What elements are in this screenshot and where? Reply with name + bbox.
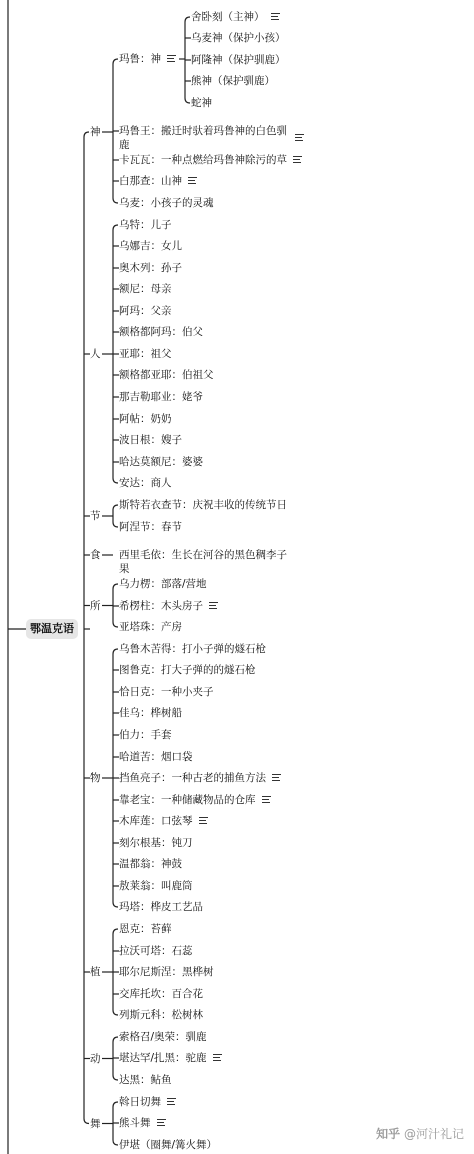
item-5-6[interactable]: 挡鱼亮子：一种古老的捕鱼方法 — [119, 772, 266, 784]
note-icon-7-1 — [213, 1054, 222, 1061]
item-7-2[interactable]: 达黑：鲇鱼 — [119, 1074, 172, 1086]
note-icon-8-1 — [157, 1119, 166, 1126]
item-4-0[interactable]: 乌力楞：部落/营地 — [119, 578, 207, 590]
item-1-1[interactable]: 乌娜吉：女儿 — [119, 240, 182, 252]
child-0-0-4[interactable]: 蛇神 — [191, 97, 212, 109]
item-1-7[interactable]: 额格都亚耶：伯祖父 — [119, 369, 214, 381]
item-6-0[interactable]: 恩克：苔藓 — [119, 923, 172, 935]
item-7-1[interactable]: 堪达罕/扎黑：驼鹿 — [119, 1052, 207, 1064]
note-icon-5-8 — [199, 817, 208, 824]
watermark — [376, 1125, 464, 1142]
item-2-1[interactable]: 阿涅节：春节 — [119, 521, 182, 533]
item-5-9[interactable]: 刻尔根基：钝刀 — [119, 837, 193, 849]
item-4-1[interactable]: 希楞柱：木头房子 — [119, 600, 203, 612]
watermark-text: @河汁礼记 — [403, 1127, 464, 1141]
item-1-11[interactable]: 哈达莫额尼：婆婆 — [119, 456, 203, 468]
item-8-0[interactable]: 斡日切舞 — [119, 1096, 161, 1108]
item-5-7[interactable]: 靠老宝：一种储藏物品的仓库 — [119, 794, 256, 806]
item-0-4[interactable]: 乌麦：小孩子的灵魂 — [119, 197, 214, 209]
item-3-0[interactable]: 西里毛依：生长在河谷的黑色稠李子果 — [119, 549, 287, 575]
category-6[interactable]: 植 — [90, 966, 101, 978]
item-0-0[interactable]: 玛鲁：神 — [119, 53, 161, 65]
item-5-0[interactable]: 乌鲁木苦得：打小子弹的燧石枪 — [119, 643, 266, 655]
item-5-3[interactable]: 佳乌：桦树船 — [119, 707, 182, 719]
category-5[interactable]: 物 — [90, 772, 101, 784]
note-icon-0-0 — [167, 55, 176, 62]
note-icon-child-0 — [271, 13, 280, 20]
note-icon-0-2 — [293, 156, 302, 163]
note-icon-5-6 — [272, 774, 281, 781]
item-1-3[interactable]: 额尼：母亲 — [119, 283, 172, 295]
item-5-10[interactable]: 温都翁：神鼓 — [119, 858, 182, 870]
note-icon-8-0 — [167, 1098, 176, 1105]
category-7[interactable]: 动 — [90, 1052, 101, 1065]
item-7-0[interactable]: 索格召/奥荣：驯鹿 — [119, 1031, 207, 1043]
item-4-2[interactable]: 亚塔珠：产房 — [119, 621, 182, 633]
item-1-4[interactable]: 阿玛：父亲 — [119, 305, 172, 317]
category-4[interactable]: 所 — [90, 599, 101, 612]
child-0-0-0[interactable]: 舍卧刻（主神） — [191, 11, 265, 23]
item-6-3[interactable]: 交库托坎：百合花 — [119, 988, 203, 1000]
item-5-11[interactable]: 敖莱翁：叫鹿筒 — [119, 880, 193, 892]
item-5-8[interactable]: 木库莲：口弦琴 — [119, 815, 193, 827]
note-icon-5-7 — [262, 796, 271, 803]
item-5-5[interactable]: 哈道苦：烟口袋 — [119, 751, 193, 763]
note-icon-4-1 — [209, 602, 218, 609]
item-1-8[interactable]: 那吉勒耶业：姥爷 — [119, 391, 203, 403]
item-1-2[interactable]: 奥木列：孙子 — [119, 262, 182, 274]
item-8-1[interactable]: 熊斗舞 — [119, 1117, 151, 1129]
category-2[interactable]: 节 — [90, 510, 101, 522]
item-1-0[interactable]: 乌特：儿子 — [119, 219, 172, 231]
zhihu-logo: 知乎 — [376, 1127, 401, 1141]
category-8[interactable]: 舞 — [90, 1117, 101, 1130]
item-0-1[interactable]: 玛鲁王：搬迁时驮着玛鲁神的白色驯鹿 — [119, 125, 287, 151]
item-5-12[interactable]: 玛塔：桦皮工艺品 — [119, 901, 203, 913]
item-1-6[interactable]: 亚耶：祖父 — [119, 348, 172, 360]
item-1-10[interactable]: 波日根：嫂子 — [119, 434, 182, 446]
item-8-2[interactable]: 伊堪（圈舞/篝火舞） — [119, 1139, 218, 1151]
category-3[interactable]: 食 — [90, 549, 101, 561]
child-0-0-2[interactable]: 阿隆神（保护驯鹿） — [191, 54, 286, 66]
item-1-12[interactable]: 安达：商人 — [119, 477, 172, 489]
item-5-4[interactable]: 伯力：手套 — [119, 729, 172, 741]
item-0-3[interactable]: 白那查：山神 — [119, 175, 182, 187]
item-1-9[interactable]: 阿帖：奶奶 — [119, 413, 172, 425]
note-icon-0-1 — [295, 134, 304, 141]
child-0-0-1[interactable]: 乌麦神（保护小孩） — [191, 32, 286, 44]
item-2-0[interactable]: 斯特若衣查节：庆祝丰收的传统节日 — [119, 499, 287, 511]
root-node: 鄂温克语 — [26, 619, 78, 639]
item-0-2[interactable]: 卡瓦瓦：一种点燃给玛鲁神除污的草 — [119, 154, 287, 166]
category-0[interactable]: 神 — [90, 126, 101, 138]
note-icon-0-3 — [188, 177, 197, 184]
item-6-2[interactable]: 耶尔尼斯涅：黑桦树 — [119, 966, 214, 978]
item-5-2[interactable]: 恰日克：一种小夹子 — [119, 686, 214, 698]
item-1-5[interactable]: 额格都阿玛：伯父 — [119, 326, 203, 338]
item-5-1[interactable]: 图鲁克：打大子弹的的燧石枪 — [119, 664, 256, 676]
child-0-0-3[interactable]: 熊神（保护驯鹿） — [191, 75, 275, 87]
item-6-4[interactable]: 列斯元科：松树林 — [119, 1009, 203, 1021]
category-1[interactable]: 人 — [90, 348, 101, 360]
item-6-1[interactable]: 拉沃可塔：石蕊 — [119, 945, 193, 957]
